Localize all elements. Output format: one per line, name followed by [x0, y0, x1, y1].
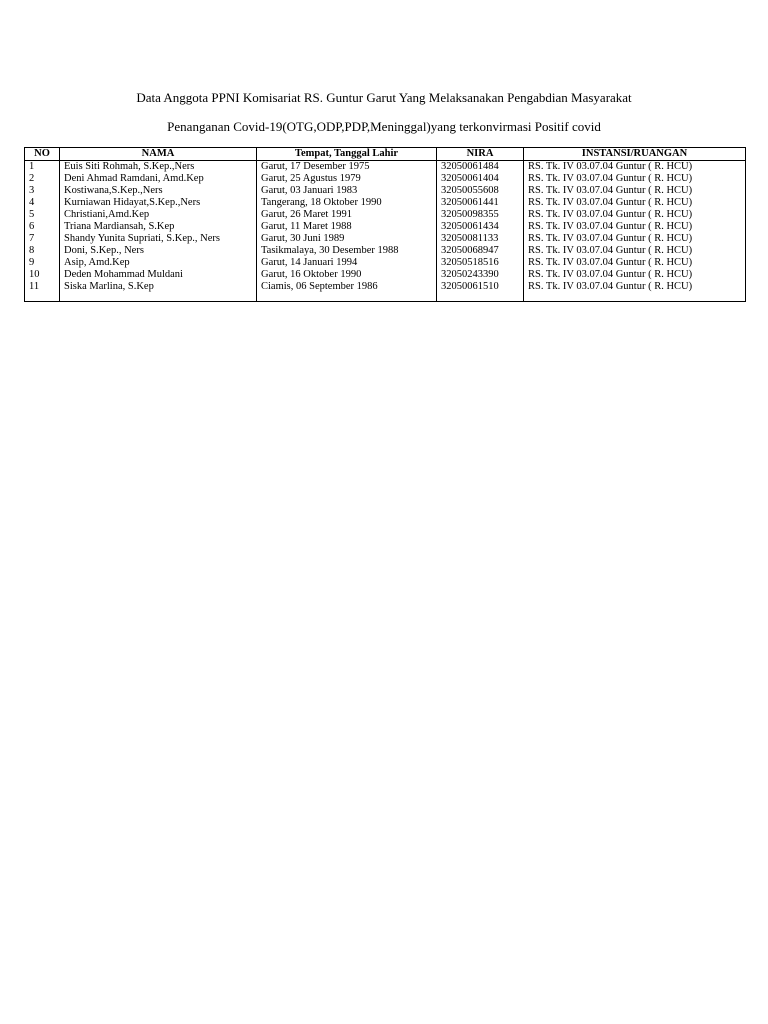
table-row — [25, 221, 746, 233]
cell-no: 7 — [25, 233, 60, 245]
cell-no: 10 — [25, 269, 60, 281]
cell-instansi: RS. Tk. IV 03.07.04 Guntur ( R. HCU) — [524, 161, 746, 174]
cell-nama: Kostiwana,S.Kep.,Ners — [60, 185, 257, 197]
cell-instansi: RS. Tk. IV 03.07.04 Guntur ( R. HCU) — [524, 197, 746, 209]
cell-ttl: Garut, 26 Maret 1991 — [257, 209, 437, 221]
table-row — [25, 233, 746, 245]
table-row — [25, 281, 746, 302]
table-row — [25, 257, 746, 269]
cell-nama: Doni, S.Kep., Ners — [60, 245, 257, 257]
members-table — [24, 147, 746, 302]
cell-nama: Kurniawan Hidayat,S.Kep.,Ners — [60, 197, 257, 209]
cell-instansi: RS. Tk. IV 03.07.04 Guntur ( R. HCU) — [524, 269, 746, 281]
cell-ttl: Garut, 30 Juni 1989 — [257, 233, 437, 245]
cell-no: 2 — [25, 173, 60, 185]
cell-instansi: RS. Tk. IV 03.07.04 Guntur ( R. HCU) — [524, 185, 746, 197]
cell-ttl: Tangerang, 18 Oktober 1990 — [257, 197, 437, 209]
cell-nira: 32050081133 — [437, 233, 524, 245]
cell-no: 8 — [25, 245, 60, 257]
column-header-instansi: INSTANSI/RUANGAN — [524, 148, 746, 161]
cell-no: 6 — [25, 221, 60, 233]
cell-nama: Christiani,Amd.Kep — [60, 209, 257, 221]
document-subtitle: Penanganan Covid-19(OTG,ODP,PDP,Meninggal)yang terkonvirmasi Positif covid — [167, 119, 601, 134]
cell-ttl: Garut, 11 Maret 1988 — [257, 221, 437, 233]
cell-nira: 32050243390 — [437, 269, 524, 281]
table-row — [25, 245, 746, 257]
cell-no: 3 — [25, 185, 60, 197]
cell-nira: 32050061434 — [437, 221, 524, 233]
table-row — [25, 185, 746, 197]
cell-nira: 32050068947 — [437, 245, 524, 257]
table-row — [25, 197, 746, 209]
table-row — [25, 209, 746, 221]
cell-ttl: Garut, 25 Agustus 1979 — [257, 173, 437, 185]
cell-nira: 32050055608 — [437, 185, 524, 197]
cell-no: 5 — [25, 209, 60, 221]
cell-instansi: RS. Tk. IV 03.07.04 Guntur ( R. HCU) — [524, 245, 746, 257]
cell-ttl: Garut, 14 Januari 1994 — [257, 257, 437, 269]
cell-nira: 32050061484 — [437, 161, 524, 174]
column-header-nira: NIRA — [437, 148, 524, 161]
document-title: Data Anggota PPNI Komisariat RS. Guntur Garut Yang Melaksanakan Pengabdian Masyarakat — [136, 90, 632, 105]
cell-nira: 32050098355 — [437, 209, 524, 221]
table-header-row — [25, 148, 746, 161]
cell-ttl: Ciamis, 06 September 1986 — [257, 281, 437, 302]
cell-instansi: RS. Tk. IV 03.07.04 Guntur ( R. HCU) — [524, 281, 746, 302]
cell-no: 11 — [25, 281, 60, 302]
cell-nama: Asip, Amd.Kep — [60, 257, 257, 269]
cell-nama: Euis Siti Rohmah, S.Kep.,Ners — [60, 161, 257, 174]
cell-nira: 32050061441 — [437, 197, 524, 209]
column-header-no: NO — [25, 148, 60, 161]
column-header-nama: NAMA — [60, 148, 257, 161]
cell-nira: 32050518516 — [437, 257, 524, 269]
cell-instansi: RS. Tk. IV 03.07.04 Guntur ( R. HCU) — [524, 221, 746, 233]
cell-instansi: RS. Tk. IV 03.07.04 Guntur ( R. HCU) — [524, 233, 746, 245]
cell-nira: 32050061510 — [437, 281, 524, 302]
cell-no: 1 — [25, 161, 60, 174]
cell-no: 4 — [25, 197, 60, 209]
cell-nira: 32050061404 — [437, 173, 524, 185]
table-row — [25, 269, 746, 281]
cell-ttl: Tasikmalaya, 30 Desember 1988 — [257, 245, 437, 257]
cell-ttl: Garut, 16 Oktober 1990 — [257, 269, 437, 281]
cell-nama: Deni Ahmad Ramdani, Amd.Kep — [60, 173, 257, 185]
table-row — [25, 173, 746, 185]
table-row — [25, 161, 746, 174]
cell-nama: Deden Mohammad Muldani — [60, 269, 257, 281]
cell-nama: Siska Marlina, S.Kep — [60, 281, 257, 302]
cell-nama: Shandy Yunita Supriati, S.Kep., Ners — [60, 233, 257, 245]
cell-nama: Triana Mardiansah, S.Kep — [60, 221, 257, 233]
cell-instansi: RS. Tk. IV 03.07.04 Guntur ( R. HCU) — [524, 257, 746, 269]
column-header-ttl: Tempat, Tanggal Lahir — [257, 148, 437, 161]
cell-ttl: Garut, 17 Desember 1975 — [257, 161, 437, 174]
cell-no: 9 — [25, 257, 60, 269]
cell-instansi: RS. Tk. IV 03.07.04 Guntur ( R. HCU) — [524, 209, 746, 221]
cell-ttl: Garut, 03 Januari 1983 — [257, 185, 437, 197]
cell-instansi: RS. Tk. IV 03.07.04 Guntur ( R. HCU) — [524, 173, 746, 185]
